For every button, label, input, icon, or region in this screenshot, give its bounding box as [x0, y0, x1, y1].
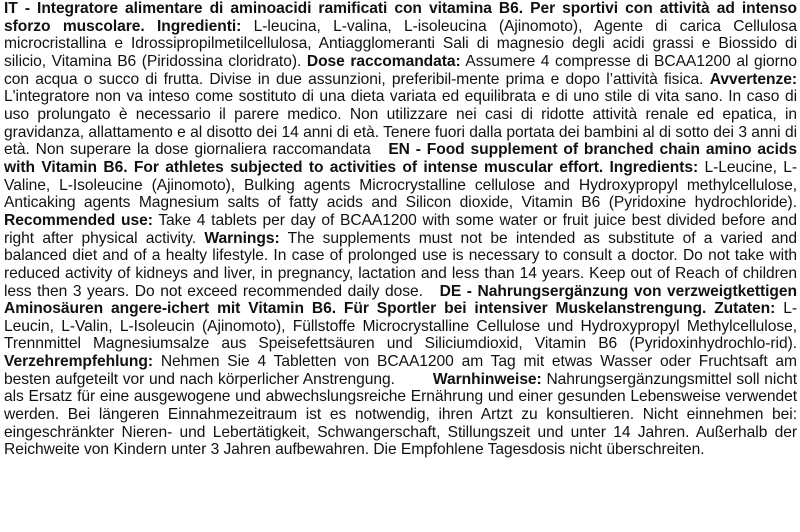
de-warnings-text: Nahrungsergänzungsmittel soll nicht als Ersatz für eine ausgewogene und abwechslungsreiche Ernährung und einer gesunden Lebensweise verwendet werden. Bei längeren Einnahmezeitraum ist es notwendig, ihren Artzt zu konsultieren. Nicht einnehmen bei: eingeschränkter Nieren- und Lebertätigkeit, Schwangerschaft, Stillungszeit und unter 14 Jahren. Außerhalb der Reichweite von Kindern unter 3 Jahren aufbewahren. Die Empfohlene Tagesdosis nicht überschreiten. — [4, 370, 797, 459]
it-heading: IT - Integratore alimentare di aminoacidi ramificati con vitamina B6. Per sportivi con attività ad intenso sforzo muscolare. — [4, 0, 797, 35]
de-warnings-label: Warnhinweise: — [432, 370, 542, 388]
en-ingredients-text: L-Leucine, L-Valine, L-Isoleucine (Ajinomoto), Bulking agents Microcrystalline cellulose and Hydroxypropyl methylcellulose, Anticaking agents Magnesium salts of fatty acids and Silicon dioxide, Vitamin B6 (Pyridoxine hydrochloride). — [4, 158, 797, 212]
de-dose-text: Nehmen Sie 4 Tabletten von BCAA1200 am Tag mit etwas Wasser oder Fruchtsaft am besten aufgeteilt vor und nach körperlicher Anstrengung. — [4, 353, 797, 388]
it-dose-text: Assumere 4 compresse di BCAA1200 al giorno con acqua o succo di frutta. Divise in due assunzioni, preferibil-mente prima e dopo l’attività fisica. — [4, 52, 798, 88]
en-warnings-label: Warnings: — [204, 229, 280, 247]
section-english — [4, 141, 797, 299]
it-ingredients-text: L-leucina, L-valina, L-isoleucina (Ajinomoto), Agente di carica Cellulosa microcristallina e Idrossipropilmetilcellulosa, Antiagglomeranti Sali di magnesio degli acidi grassi e Biossido di silicio, Vitamina B6 (Piridossina cloridrato). — [4, 17, 797, 70]
en-heading: EN - Food supplement of branched chain amino acids with Vitamin B6. For athletes subjected to activities of intense muscular effort. — [4, 141, 797, 176]
en-dose-label: Recommended use: — [4, 211, 153, 229]
de-dose-label: Verzehrempfehlung: — [4, 353, 153, 371]
it-warnings-text: L'integratore non va inteso come sostituto di una dieta variata ed equilibrata e di uno stile di vita sano. In caso di uso prolungato è necessario il parere medico. Non utilizzare nei casi di ridotte attività renale ed epatica, in gravidanza, allattamento e al disotto dei 14 anni di età. Tenere fuori dalla portata dei bambini al di sotto dei 3 anni di età. Non superare la dose giornaliera raccomandata — [4, 88, 797, 159]
en-warnings-text: The supplements must not be intended as substitute of a varied and balanced diet and of a healty lifestyle. In case of prolonged use is necessary to consult a doctor. Do not take with reduced activity of kidneys and liver, in pregnancy, lactation and less than 14 years. Keep out of Reach of children less then 3 years. Do not exceed recommended daily dose. — [4, 229, 797, 300]
de-heading: DE - Nahrungsergänzung von verzweigtkettigen Aminosäuren angere-ichert mit Vitamin B6. Für Sportler bei intensiver Muskelanstrengung. — [4, 282, 798, 318]
de-ingredients-label: Zutaten: — [714, 300, 776, 318]
en-dose-text: Take 4 tablets per day of BCAA1200 with some water or fruit juice best divided before and right after physical activity. — [4, 211, 797, 247]
de-ingredients-text: L-Leucin, L-Valin, L-Isoleucin (Ajinomoto), Füllstoffe Microcrystalline Cellulose und Hydroxypropyl Methylcellulose, Trennmittel Magnesiumsalze aus Speisefettsäuren und Siliciumdioxid, Vitamin B6 (Pyridoxinhydrochlo-rid). — [4, 300, 797, 353]
en-ingredients-label: Ingredients: — [609, 158, 699, 176]
it-warnings-label: Avvertenze: — [709, 70, 797, 88]
section-italian — [4, 0, 797, 158]
it-dose-label: Dose raccomandata: — [306, 52, 461, 70]
section-german — [4, 283, 797, 459]
it-ingredients-label: Ingredienti: — [157, 17, 242, 35]
